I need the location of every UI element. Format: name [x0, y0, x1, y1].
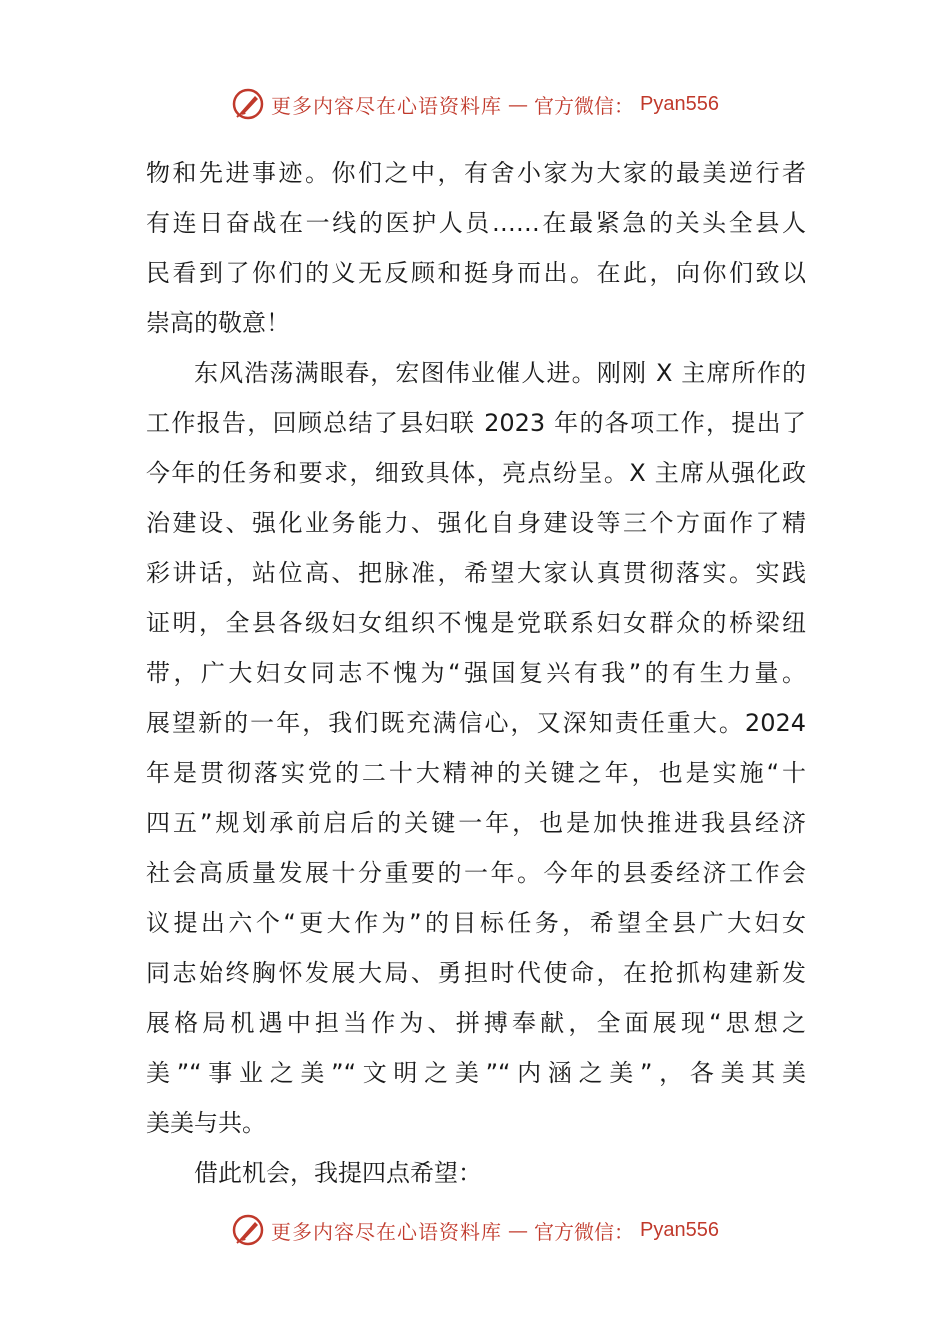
- text-line: 物和先进事迹。你们之中，有舍小家为大家的最美逆行者: [146, 159, 806, 187]
- footer-watermark-banner: [0, 1210, 950, 1250]
- banner-separator: —: [508, 92, 529, 116]
- banner-wechat-label: 官方微信：: [534, 93, 635, 118]
- banner-wechat-id: Pyan556: [640, 1218, 719, 1241]
- text-line: 治建设、强化业务能力、强化自身建设等三个方面作了精: [146, 509, 806, 537]
- text-line: 今年的任务和要求，细致具体，亮点纷呈。X 主席从强化政: [146, 459, 806, 487]
- text-line: 借此机会，我提四点希望：: [194, 1159, 482, 1187]
- pen-logo-icon: [231, 87, 265, 121]
- text-line: 议提出六个“更大作为”的目标任务，希望全县广大妇女: [146, 909, 806, 937]
- text-line: 彩讲话，站位高、把脉准，希望大家认真贯彻落实。实践: [146, 559, 806, 587]
- text-line: 崇高的敬意！: [146, 309, 290, 337]
- banner-separator: —: [508, 1218, 529, 1242]
- header-watermark-banner: [0, 84, 950, 124]
- banner-site-text: 更多内容尽在心语资料库: [271, 1219, 503, 1244]
- document-body: [146, 148, 806, 1198]
- pen-logo-icon: [231, 1213, 265, 1247]
- text-line: 展格局机遇中担当作为、拼搏奉献，全面展现“思想之: [146, 1009, 806, 1037]
- text-line: 四五”规划承前启后的关键一年，也是加快推进我县经济: [146, 809, 806, 837]
- text-line: 有连日奋战在一线的医护人员……在最紧急的关头全县人: [146, 209, 806, 237]
- text-line: 同志始终胸怀发展大局、勇担时代使命，在抢抓构建新发: [146, 959, 806, 987]
- text-line: 证明，全县各级妇女组织不愧是党联系妇女群众的桥梁纽: [146, 609, 806, 637]
- text-line: 美美与共。: [146, 1109, 266, 1137]
- banner-site-text: 更多内容尽在心语资料库: [271, 93, 503, 118]
- text-line: 社会高质量发展十分重要的一年。今年的县委经济工作会: [146, 859, 806, 887]
- text-line: 美”“事业之美”“文明之美”“内涵之美”，各美其美: [146, 1059, 806, 1087]
- text-line: 年是贯彻落实党的二十大精神的关键之年，也是实施“十: [146, 759, 806, 787]
- text-line: 东风浩荡满眼春，宏图伟业催人进。刚刚 X 主席所作的: [194, 359, 806, 387]
- text-line: 工作报告，回顾总结了县妇联 2023 年的各项工作，提出了: [146, 409, 806, 437]
- banner-wechat-id: Pyan556: [640, 92, 719, 115]
- text-line: 展望新的一年，我们既充满信心，又深知责任重大。2024: [146, 709, 806, 737]
- text-line: 民看到了你们的义无反顾和挺身而出。在此，向你们致以: [146, 259, 806, 287]
- banner-wechat-label: 官方微信：: [534, 1219, 635, 1244]
- text-line: 带，广大妇女同志不愧为“强国复兴有我”的有生力量。: [146, 659, 806, 687]
